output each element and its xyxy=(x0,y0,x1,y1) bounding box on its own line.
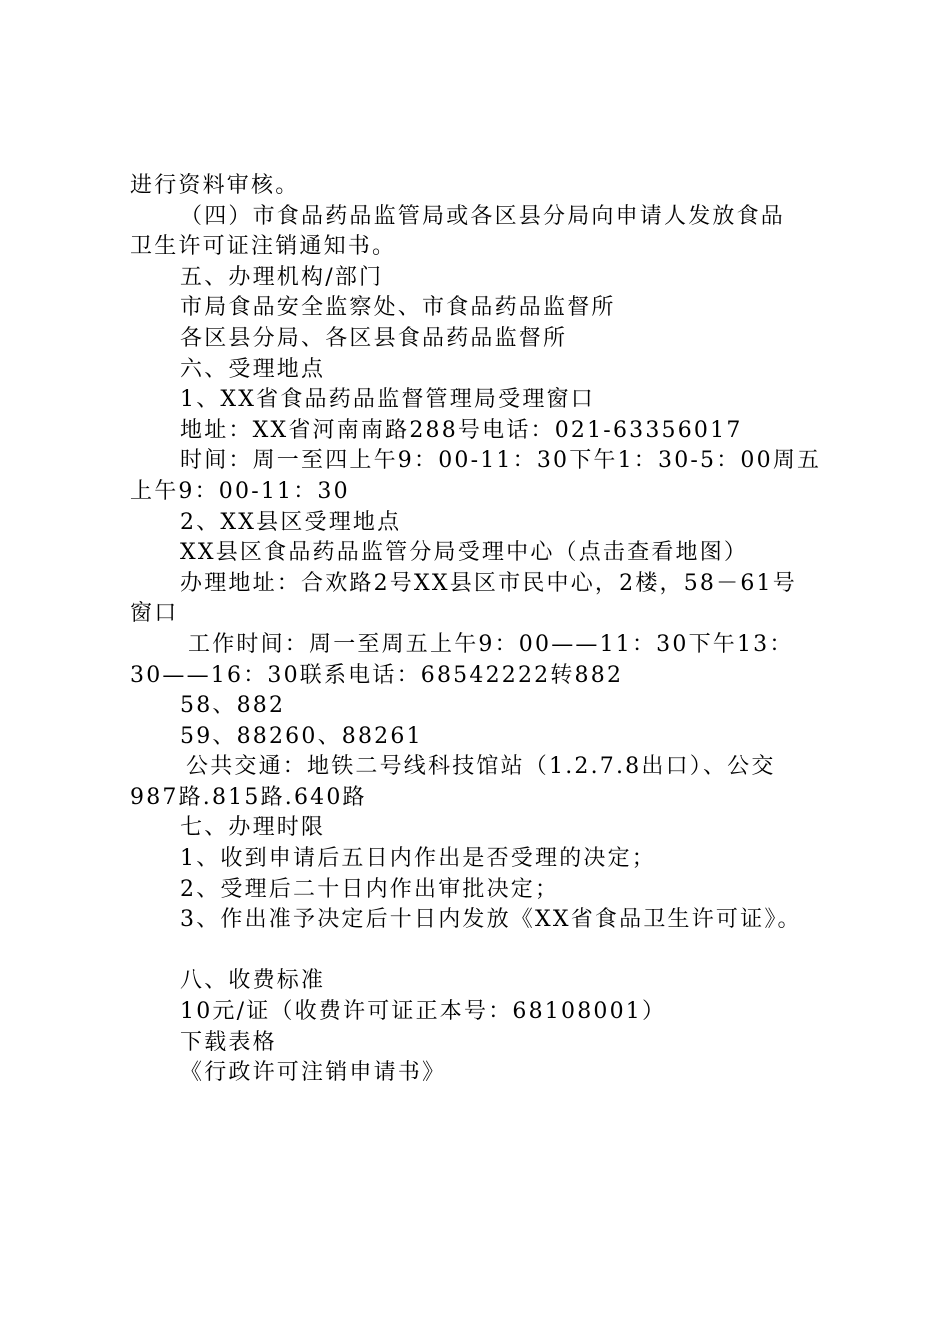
text-line: 2、XX县区受理地点 xyxy=(180,509,402,535)
section-heading: 五、办理机构/部门 xyxy=(180,264,384,290)
text-line: 58、882 xyxy=(180,693,286,719)
text-line: 工作时间：周一至周五上午9：00——11：30下午13： xyxy=(188,631,794,657)
text-line: 1、收到申请后五日内作出是否受理的决定； xyxy=(180,846,656,872)
text-line: 时间：周一至四上午9：00-11：30下午1：30-5：00周五 xyxy=(180,448,822,474)
section-heading: 八、收费标准 xyxy=(180,968,326,994)
text-line: 窗口 xyxy=(130,601,179,627)
text-line: 987路.815路.640路 xyxy=(130,784,367,810)
text-line: 公共交通：地铁二号线科技馆站（1.2.7.8出口）、公交 xyxy=(186,754,776,780)
text-line: XX县区食品药品监管分局受理中心（点击查看地图） xyxy=(180,540,749,566)
blank-line xyxy=(130,936,850,967)
text-line: 3、作出准予决定后十日内发放《XX省食品卫生许可证》。 xyxy=(180,907,802,933)
section-heading: 六、受理地点 xyxy=(180,356,326,382)
text-line: 1、XX省食品药品监督管理局受理窗口 xyxy=(180,387,595,413)
text-line: （四）市食品药品监管局或各区县分局向申请人发放食品 xyxy=(180,203,786,229)
text-line: 地址：XX省河南南路288号电话：021-63356017 xyxy=(180,417,743,443)
text-line: 市局食品安全监察处、市食品药品监督所 xyxy=(180,295,616,321)
section-heading: 七、办理时限 xyxy=(180,815,326,841)
text-line: 10元/证（收费许可证正本号：68108001） xyxy=(180,999,667,1025)
download-forms-label: 下载表格 xyxy=(180,1029,277,1055)
text-line: 进行资料审核。 xyxy=(130,173,300,198)
text-line: 59、88260、88261 xyxy=(180,723,423,749)
form-link[interactable]: 《行政许可注销申请书》 xyxy=(180,1060,447,1086)
text-line: 30——16：30联系电话：68542222转882 xyxy=(130,662,624,688)
text-line: 办理地址：合欢路2号XX县区市民中心，2楼，58－61号 xyxy=(180,570,797,596)
text-line: 各区县分局、各区县食品药品监督所 xyxy=(180,325,568,351)
document-body xyxy=(130,171,850,1089)
text-line: 2、受理后二十日内作出审批决定； xyxy=(180,876,560,902)
text-line: 卫生许可证注销通知书。 xyxy=(130,234,397,260)
text-line: 上午9：00-11：30 xyxy=(130,478,350,504)
